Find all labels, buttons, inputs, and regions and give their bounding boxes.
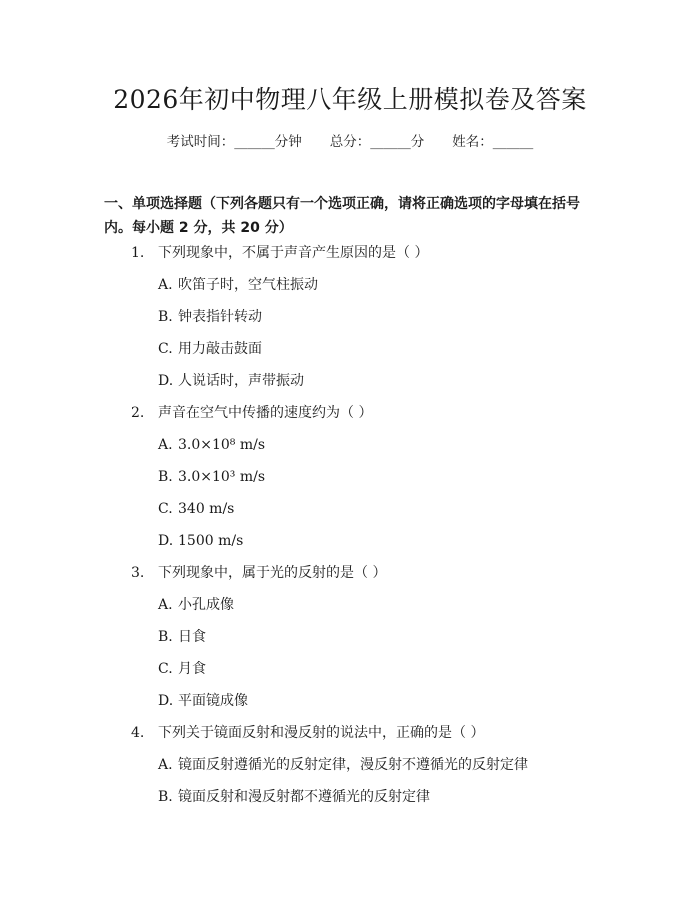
section-heading: 一、单项选择题（下列各题只有一个选项正确，请将正确选项的字母填在括号内。每小题 2 分，共 20 分） — [104, 196, 580, 236]
question-stem: 下列关于镜面反射和漫反射的说法中，正确的是（ ） — [158, 725, 485, 741]
option-1b — [0, 307, 700, 339]
option-text: 日食 — [178, 629, 206, 645]
option-text: 吹笛子时，空气柱振动 — [178, 277, 318, 293]
student-name: 姓名：______ — [452, 134, 534, 150]
option-1a — [0, 275, 700, 307]
exam-time: 考试时间：______分钟 — [166, 134, 302, 150]
option-3d — [0, 691, 700, 723]
question-3 — [0, 563, 700, 595]
option-3c — [0, 659, 700, 691]
option-text: 3.0×10⁸ m/s — [178, 437, 266, 453]
option-text: 用力敲击鼓面 — [178, 341, 262, 357]
question-4 — [0, 723, 700, 755]
option-3b — [0, 627, 700, 659]
question-stem: 下列现象中，不属于声音产生原因的是（ ） — [158, 245, 429, 261]
option-4b — [0, 787, 700, 819]
option-letter: A. — [158, 277, 173, 293]
question-number: 4. — [131, 725, 145, 741]
option-3a — [0, 595, 700, 627]
option-text: 小孔成像 — [178, 597, 234, 613]
option-letter: C. — [158, 341, 173, 357]
option-text: 1500 m/s — [178, 533, 244, 549]
option-letter: D. — [158, 533, 174, 549]
option-text: 平面镜成像 — [178, 693, 248, 709]
question-number: 3. — [131, 565, 145, 581]
question-2 — [0, 403, 700, 435]
option-1c — [0, 339, 700, 371]
option-text: 镜面反射和漫反射都不遵循光的反射定律 — [178, 789, 430, 805]
option-letter: A. — [158, 597, 173, 613]
option-letter: A. — [158, 437, 173, 453]
option-letter: B. — [158, 629, 173, 645]
option-letter: C. — [158, 661, 173, 677]
exam-meta — [0, 132, 700, 152]
exam-score: 总分：______分 — [329, 134, 425, 150]
question-list — [0, 243, 700, 819]
option-text: 人说话时，声带振动 — [178, 373, 304, 389]
option-letter: B. — [158, 469, 173, 485]
option-text: 镜面反射遵循光的反射定律，漫反射不遵循光的反射定律 — [178, 757, 528, 773]
page-title: 2026年初中物理八年级上册模拟卷及答案 — [113, 85, 587, 114]
option-4a — [0, 755, 700, 787]
question-number: 2. — [131, 405, 145, 421]
question-number: 1. — [131, 245, 145, 261]
question-stem: 下列现象中，属于光的反射的是（ ） — [158, 565, 387, 581]
option-2c — [0, 499, 700, 531]
option-2d — [0, 531, 700, 563]
option-2b — [0, 467, 700, 499]
option-letter: B. — [158, 789, 173, 805]
question-stem: 声音在空气中传播的速度约为（ ） — [158, 405, 373, 421]
question-1 — [0, 243, 700, 275]
option-text: 钟表指针转动 — [178, 309, 262, 325]
option-text: 340 m/s — [178, 501, 235, 517]
option-text: 3.0×10³ m/s — [178, 469, 266, 485]
option-letter: D. — [158, 693, 174, 709]
option-text: 月食 — [178, 661, 206, 677]
option-letter: B. — [158, 309, 173, 325]
option-1d — [0, 371, 700, 403]
option-2a — [0, 435, 700, 467]
option-letter: C. — [158, 501, 173, 517]
option-letter: A. — [158, 757, 173, 773]
option-letter: D. — [158, 373, 174, 389]
